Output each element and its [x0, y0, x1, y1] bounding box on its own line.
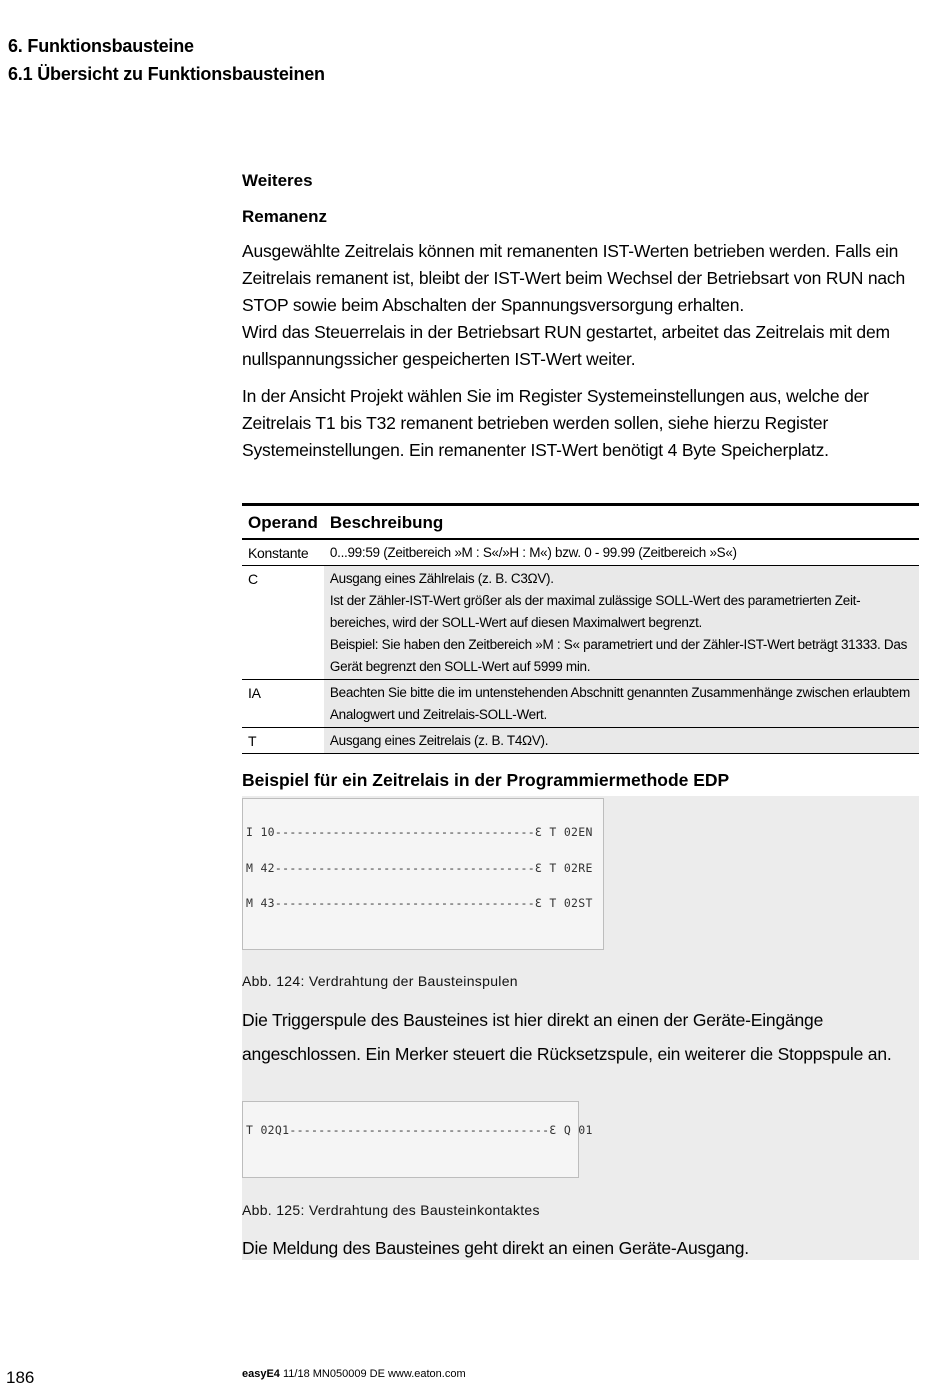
- table-row: [242, 566, 919, 680]
- operand-cell: C: [242, 566, 324, 680]
- description-line: Beachten Sie bitte die im untenstehenden Abschnitt genannten Zusammenhänge zwischen erlaubtem: [329, 685, 910, 700]
- paragraph-remanence-2: Wird das Steuerrelais in der Betriebsart RUN gestartet, arbeitet das Zeitrelais mit dem nullspannungssicher gespeicherten IST-Wert weiter.: [242, 322, 890, 369]
- description-line: 0...99:59 (Zeitbereich »M : S«/»H : M«) bzw. 0 - 99.99 (Zeitbereich »S«): [329, 545, 737, 560]
- description-cell: [324, 539, 919, 566]
- description-cell: [324, 680, 919, 728]
- heading-remanenz: Remanenz: [242, 207, 328, 226]
- table-row: [242, 728, 919, 754]
- paragraph-trigger-coil: Die Triggerspule des Bausteines ist hier direkt an einen der Geräte-Eingänge angeschlossen. Ein Merker steuert die Rücksetzspule, ein weiterer die Stoppspule an.: [242, 1010, 892, 1064]
- description-line: Gerät begrenzt den SOLL-Wert auf 5999 min.: [329, 659, 591, 674]
- operand-cell: Konstante: [242, 539, 324, 566]
- table-header-row: [242, 505, 919, 540]
- main-content: [242, 166, 919, 464]
- wiring-line: T 02Q1------------------------------------Ɛ Q 01: [246, 1123, 593, 1137]
- chapter-title: 6. Funktionsbausteine: [8, 36, 194, 56]
- footer-meta: 11/18 MN050009 DE: [283, 1368, 385, 1380]
- page-number: 186: [6, 1368, 35, 1387]
- heading-weiteres: Weiteres: [242, 171, 313, 190]
- example-heading: Beispiel für ein Zeitrelais in der Programmiermethode EDP: [242, 770, 730, 790]
- description-line: Analogwert und Zeitrelais-SOLL-Wert.: [329, 707, 547, 722]
- column-header-description: Beschreibung: [324, 505, 919, 540]
- column-header-operand: Operand: [242, 505, 324, 540]
- section-title: 6.1 Übersicht zu Funktionsbausteinen: [8, 64, 325, 84]
- wiring-line: I 10------------------------------------Ɛ T 02EN: [246, 825, 593, 839]
- description-line: bereiches, wird der SOLL-Wert auf diesen Maximalwert begrenzt.: [329, 615, 702, 630]
- description-line: Ausgang eines Zeitrelais (z. B. T4ΩV).: [329, 733, 549, 748]
- operand-cell: T: [242, 728, 324, 754]
- wiring-line: M 43------------------------------------Ɛ T 02ST: [246, 896, 593, 910]
- description-line: Ist der Zähler-IST-Wert größer als der maximal zulässige SOLL-Wert des parametrierten Zeit-: [329, 593, 861, 608]
- footer-url: www.eaton.com: [387, 1368, 466, 1380]
- paragraph-system-settings: In der Ansicht Projekt wählen Sie im Register Systemeinstellungen aus, welche der Zeitrelais T1 bis T32 remanent betrieben werden sollen, siehe hierzu Register Systemeinstellungen. Ein remanenter IST-Wert benötigt 4 Byte Speicherplatz.: [242, 386, 869, 460]
- description-line: Ausgang eines Zählrelais (z. B. C3ΩV).: [329, 571, 554, 586]
- operand-cell: IA: [242, 680, 324, 728]
- wiring-line: M 42------------------------------------Ɛ T 02RE: [246, 861, 593, 875]
- page-footer: [242, 1368, 466, 1380]
- description-cell: [324, 566, 919, 680]
- operand-table: [242, 503, 919, 754]
- description-cell: [324, 728, 919, 754]
- figure-caption-125: Abb. 125: Verdrahtung des Bausteinkontaktes: [242, 1202, 540, 1218]
- table-row: [242, 680, 919, 728]
- paragraph-output: Die Meldung des Bausteines geht direkt an einen Geräte-Ausgang.: [242, 1238, 749, 1258]
- paragraph-remanence-1: Ausgewählte Zeitrelais können mit remanenten IST-Werten betrieben werden. Falls ein Zeitrelais remanent ist, bleibt der IST-Wert beim Wechsel der Betriebsart von RUN nach STOP sowie beim Abschalten der Spannungsversorgung erhalten.: [242, 241, 905, 315]
- wiring-diagram-contact: [242, 1101, 593, 1178]
- page-header: [8, 32, 325, 88]
- footer-product: easyE4: [242, 1368, 280, 1380]
- wiring-diagram-coils: [242, 798, 604, 950]
- figure-caption-124: Abb. 124: Verdrahtung der Bausteinspulen: [242, 973, 518, 989]
- description-line: Beispiel: Sie haben den Zeitbereich »M : S« parametriert und der Zähler-IST-Wert beträgt 31333. Das: [329, 637, 908, 652]
- table-row: [242, 539, 919, 566]
